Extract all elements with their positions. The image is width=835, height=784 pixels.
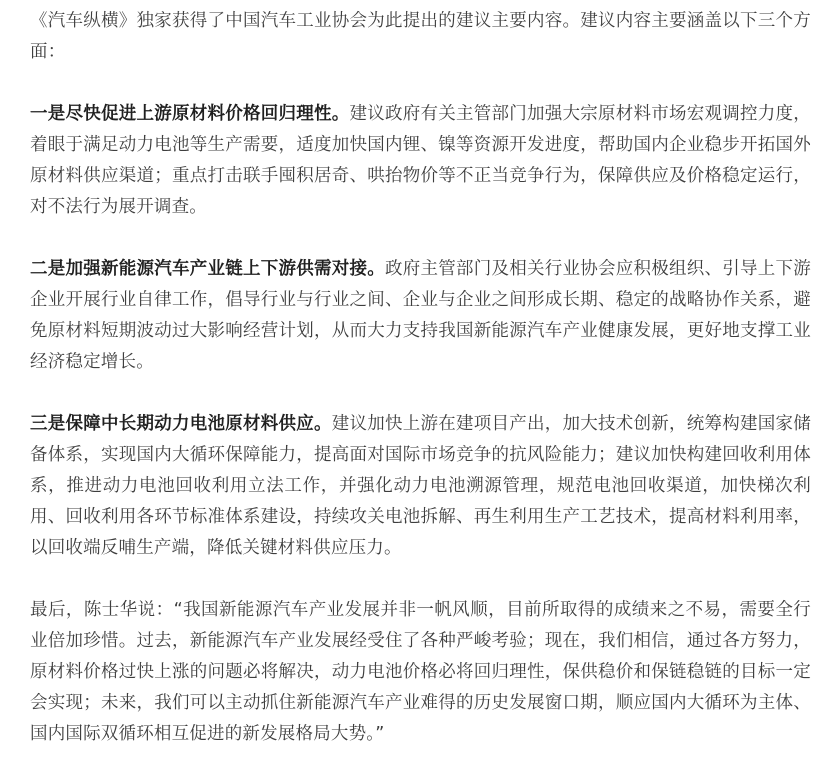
point-one-paragraph	[30, 99, 811, 223]
point-three-heading: 三是保障中长期动力电池原材料供应。	[30, 414, 332, 434]
point-two-heading: 二是加强新能源汽车产业链上下游供需对接。	[30, 259, 386, 279]
intro-paragraph: 《汽车纵横》独家获得了中国汽车工业协会为此提出的建议主要内容。建议内容主要涵盖以下三个方面：	[30, 11, 811, 62]
point-three-paragraph	[30, 409, 811, 564]
point-three-text: 建议加快上游在建项目产出，加大技术创新，统筹构建国家储备体系，实现国内大循环保障能力，提高面对国际市场竞争的抗风险能力；建议加快构建回收利用体系，推进动力电池回收利用立法工作，并强化动力电池溯源管理，规范电池回收渠道，加快梯次利用、回收利用各环节标准体系建设，持续攻关电池拆解、再生利用生产工艺技术，提高材料利用率，以回收端反哺生产端，降低关键材料供应压力。	[30, 414, 811, 558]
closing-paragraph: 最后，陈士华说：“我国新能源汽车产业发展并非一帆风顺，目前所取得的成绩来之不易，需要全行业倍加珍惜。过去，新能源汽车产业发展经受住了各种严峻考验；现在，我们相信，通过各方努力，原材料价格过快上涨的问题必将解决，动力电池价格必将回归理性，保供稳价和保链稳链的目标一定会实现；未来，我们可以主动抓住新能源汽车产业难得的历史发展窗口期，顺应国内大循环为主体、国内国际双循环相互促进的新发展格局大势。”	[30, 600, 811, 744]
point-one-text: 建议政府有关主管部门加强大宗原材料市场宏观调控力度，着眼于满足动力电池等生产需要，适度加快国内锂、镍等资源开发进度，帮助国内企业稳步开拓国外原材料供应渠道；重点打击联手囤积居奇、哄抬物价等不正当竞争行为，保障供应及价格稳定运行，对不法行为展开调查。	[30, 104, 811, 217]
point-one-heading: 一是尽快促进上游原材料价格回归理性。	[30, 104, 350, 124]
point-two-paragraph	[30, 254, 811, 378]
point-two-text: 政府主管部门及相关行业协会应积极组织、引导上下游企业开展行业自律工作，倡导行业与行业之间、企业与企业之间形成长期、稳定的战略协作关系，避免原材料短期波动过大影响经营计划，从而大力支持我国新能源汽车产业健康发展，更好地支撑工业经济稳定增长。	[30, 259, 811, 372]
